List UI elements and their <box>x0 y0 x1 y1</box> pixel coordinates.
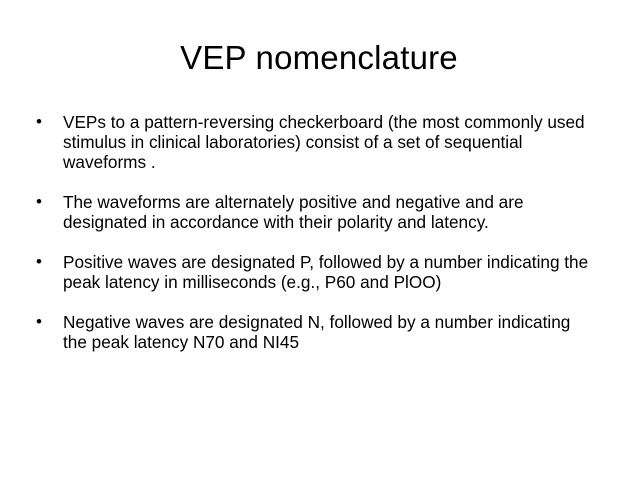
bullet-text-4: Negative waves are designated N, followed by a number indicating the peak latency N70 and NI45 <box>63 312 571 352</box>
bullet-text-2: The waveforms are alternately positive and negative and are designated in accordance with their polarity and latency. <box>63 192 524 232</box>
bullet-item-4 <box>36 312 596 352</box>
bullet-item-3 <box>36 252 596 292</box>
bullet-dot-icon: • <box>36 112 42 131</box>
bullet-text-1: VEPs to a pattern-reversing checkerboard (the most commonly used stimulus in clinical laboratories) consist of a set of sequential waveforms . <box>63 112 585 172</box>
bullet-item-2 <box>36 192 596 232</box>
bullet-dot-icon: • <box>36 192 42 211</box>
slide-title: VEP nomenclature <box>180 39 458 76</box>
bullet-list <box>36 112 596 372</box>
bullet-item-1 <box>36 112 596 172</box>
bullet-dot-icon: • <box>36 252 42 271</box>
bullet-dot-icon: • <box>36 312 42 331</box>
bullet-text-3: Positive waves are designated P, followed by a number indicating the peak latency in milliseconds (e.g., P60 and PlOO) <box>63 252 589 292</box>
